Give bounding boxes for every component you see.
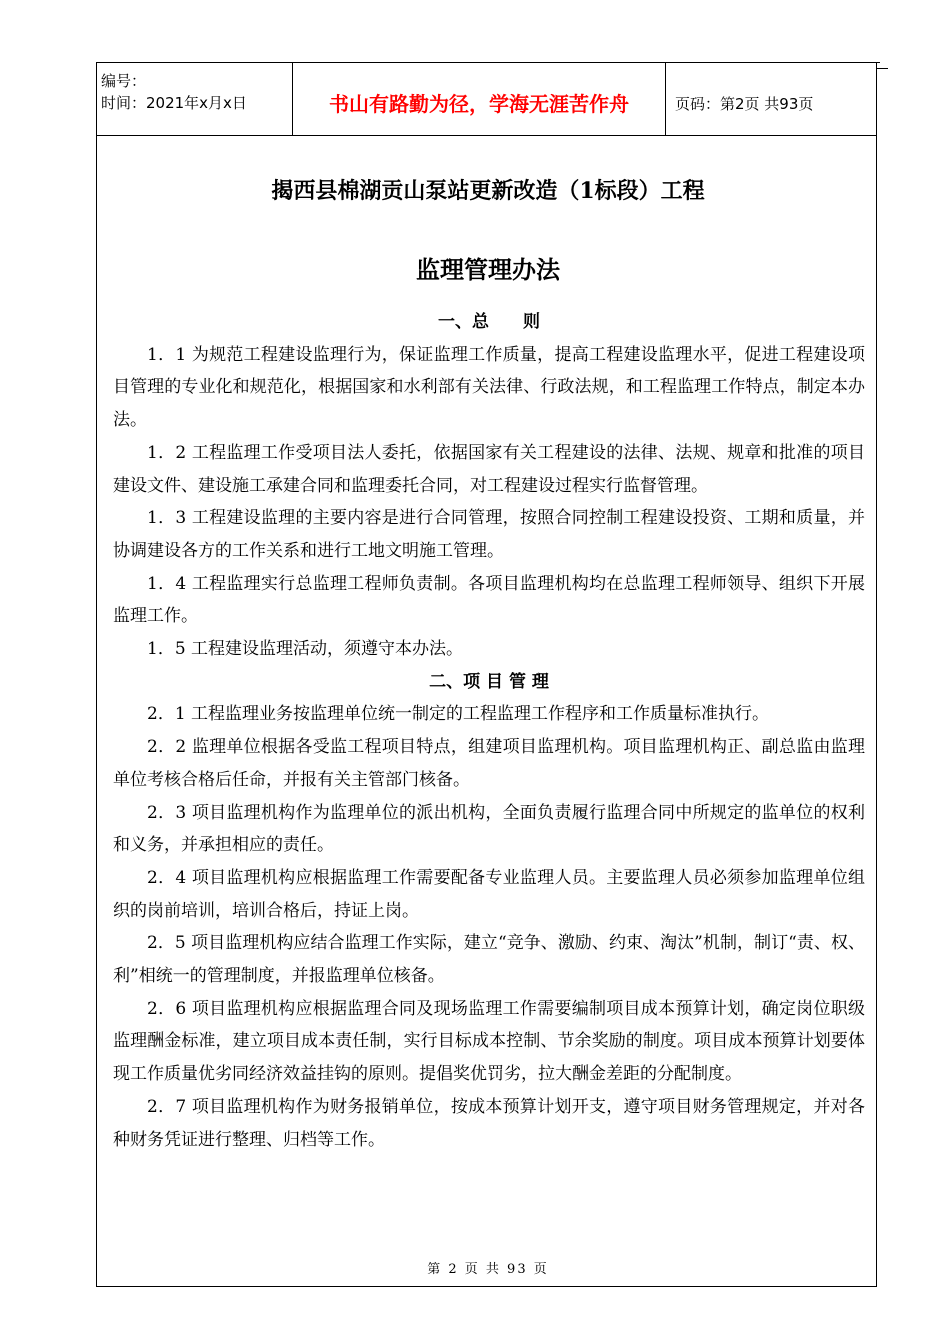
paragraph: 1．5 工程建设监理活动，须遵守本办法。 [147, 639, 464, 660]
corner-mark [876, 68, 888, 69]
document-title: 揭西县棉湖贡山泵站更新改造（1标段）工程 [271, 178, 705, 204]
header-motto: 书山有路勤为径，学海无涯苦作舟 [329, 92, 629, 116]
paragraph: 2．4 项目监理机构应根据监理工作需要配备专业监理人员。主要监理人员必须参加监理单位组织的岗前培训，培训合格后，持证上岗。 [113, 867, 865, 921]
paragraph: 2．7 项目监理机构作为财务报销单位，按成本预算计划开支，遵守项目财务管理规定，并对各种财务凭证进行整理、归档等工作。 [113, 1096, 865, 1150]
section-heading: 二、项 目 管 理 [429, 671, 549, 692]
paragraph: 1．1 为规范工程建设监理行为，保证监理工作质量，提高工程建设监理水平，促进工程建设项目管理的专业化和规范化，根据国家和水利部有关法律、行政法规，和工程监理工作特点，制定本办法。 [113, 344, 865, 431]
number-label: 编号： [101, 72, 147, 90]
frame-right-border [876, 62, 877, 1287]
header-separator [96, 135, 877, 136]
frame-top-border [96, 62, 880, 63]
page-footer: 第 2 页 共 93 页 [427, 1262, 549, 1277]
header-divider-right [665, 62, 666, 136]
paragraph: 1．3 工程建设监理的主要内容是进行合同管理，按照合同控制工程建设投资、工期和质量，并协调建设各方的工作关系和进行工地文明施工管理。 [113, 508, 865, 561]
paragraph: 1．2 工程监理工作受项目法人委托，依据国家有关工程建设的法律、法规、规章和批准的项目建设文件、建设施工承建合同和监理委托合同，对工程建设过程实行监督管理。 [113, 442, 865, 496]
frame-left-border [96, 62, 97, 1287]
paragraph: 2．3 项目监理机构作为监理单位的派出机构，全面负责履行监理合同中所规定的监单位的权利和义务，并承担相应的责任。 [113, 802, 865, 856]
section-heading: 一、总 则 [438, 312, 540, 332]
paragraph: 2．5 项目监理机构应结合监理工作实际，建立“竞争、激励、约束、淘汰”机制，制订“责、权、利”相统一的管理制度，并报监理单位核备。 [113, 933, 865, 987]
paragraph: 1．4 工程监理实行总监理工程师负责制。各项目监理机构均在总监理工程师领导、组织下开展监理工作。 [113, 573, 865, 627]
time-label: 时间：2021年x月x日 [101, 94, 247, 112]
header-page-info: 页码：第2页 共93页 [675, 95, 814, 113]
paragraph: 2．1 工程监理业务按监理单位统一制定的工程监理工作程序和工作质量标准执行。 [147, 704, 770, 725]
header-meta [101, 70, 247, 114]
frame-bottom-border [96, 1286, 877, 1287]
document-subtitle: 监理管理办法 [416, 255, 560, 284]
document-body [113, 306, 865, 1156]
paragraph: 2．6 项目监理机构应根据监理合同及现场监理工作需要编制项目成本预算计划，确定岗位职级监理酬金标准，建立项目成本责任制，实行目标成本控制、节余奖励的制度。项目成本预算计划要体现工作质量优劣同经济效益挂钩的原则。提倡奖优罚劣，拉大酬金差距的分配制度。 [113, 998, 865, 1085]
paragraph: 2．2 监理单位根据各受监工程项目特点，组建项目监理机构。项目监理机构正、副总监由监理单位考核合格后任命，并报有关主管部门核备。 [113, 737, 865, 790]
header-divider-left [292, 62, 293, 136]
